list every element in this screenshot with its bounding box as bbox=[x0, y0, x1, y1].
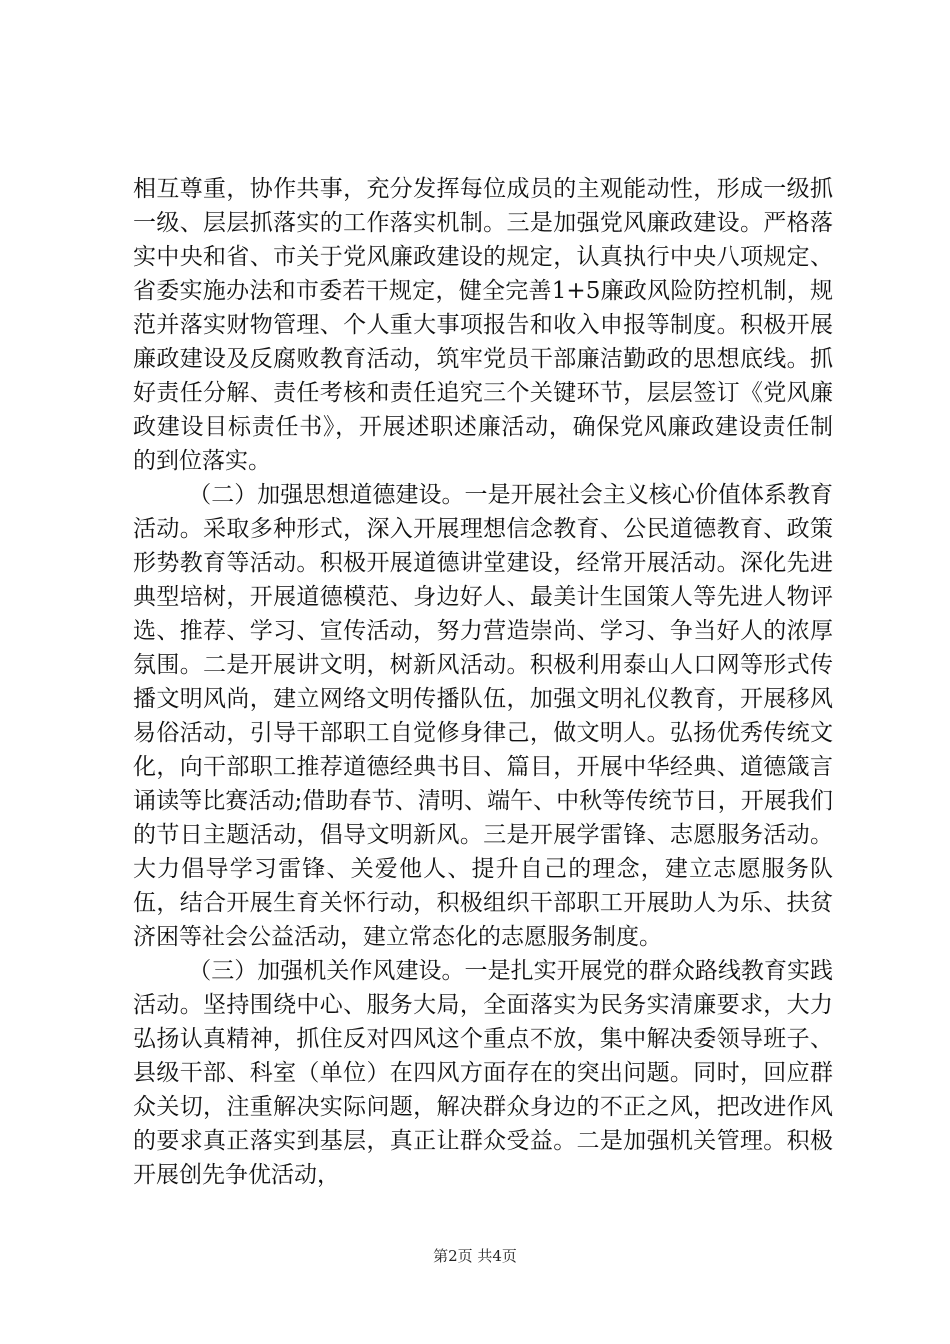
paragraph-3: （三）加强机关作风建设。一是扎实开展党的群众路线教育实践活动。坚持围绕中心、服务大局，全面落实为民务实清廉要求，大力弘扬认真精神，抓住反对四风这个重点不放，集中解决委领导班子、县级干部、科室（单位）在四风方面存在的突出问题。同时，回应群众关切，注重解决实际问题，解决群众身边的不正之风，把改进作风的要求真正落实到基层，真正让群众受益。二是加强机关管理。积极开展创先争优活动， bbox=[133, 958, 833, 1188]
paragraph-1: 相互尊重，协作共事，充分发挥每位成员的主观能动性，形成一级抓一级、层层抓落实的工作落实机制。三是加强党风廉政建设。严格落实中央和省、市关于党风廉政建设的规定，认真执行中央八项规定、省委实施办法和市委若干规定，健全完善1+5廉政风险防控机制，规范并落实财物管理、个人重大事项报告和收入申报等制度。积极开展廉政建设及反腐败教育活动，筑牢党员干部廉洁勤政的思想底线。抓好责任分解、责任考核和责任追究三个关键环节，层层签订《党风廉政建设目标责任书》，开展述职述廉活动，确保党风廉政建设责任制的到位落实。 bbox=[133, 176, 833, 474]
page-number-footer: 第2页 共4页 bbox=[433, 1247, 517, 1265]
document-body bbox=[133, 172, 833, 1192]
paragraph-2: （二）加强思想道德建设。一是开展社会主义核心价值体系教育活动。采取多种形式，深入开展理想信念教育、公民道德教育、政策形势教育等活动。积极开展道德讲堂建设，经常开展活动。深化先进典型培树，开展道德模范、身边好人、最美计生国策人等先进人物评选、推荐、学习、宣传活动，努力营造崇尚、学习、争当好人的浓厚氛围。二是开展讲文明，树新风活动。积极利用泰山人口网等形式传播文明风尚，建立网络文明传播队伍，加强文明礼仪教育，开展移风易俗活动，引导干部职工自觉修身律己，做文明人。弘扬优秀传统文化，向干部职工推荐道德经典书目、篇目，开展中华经典、道德箴言诵读等比赛活动;借助春节、清明、端午、中秋等传统节日，开展我们的节日主题活动，倡导文明新风。三是开展学雷锋、志愿服务活动。大力倡导学习雷锋、关爱他人、提升自己的理念，建立志愿服务队伍，结合开展生育关怀行动，积极组织干部职工开展助人为乐、扶贫济困等社会公益活动，建立常态化的志愿服务制度。 bbox=[133, 482, 833, 950]
